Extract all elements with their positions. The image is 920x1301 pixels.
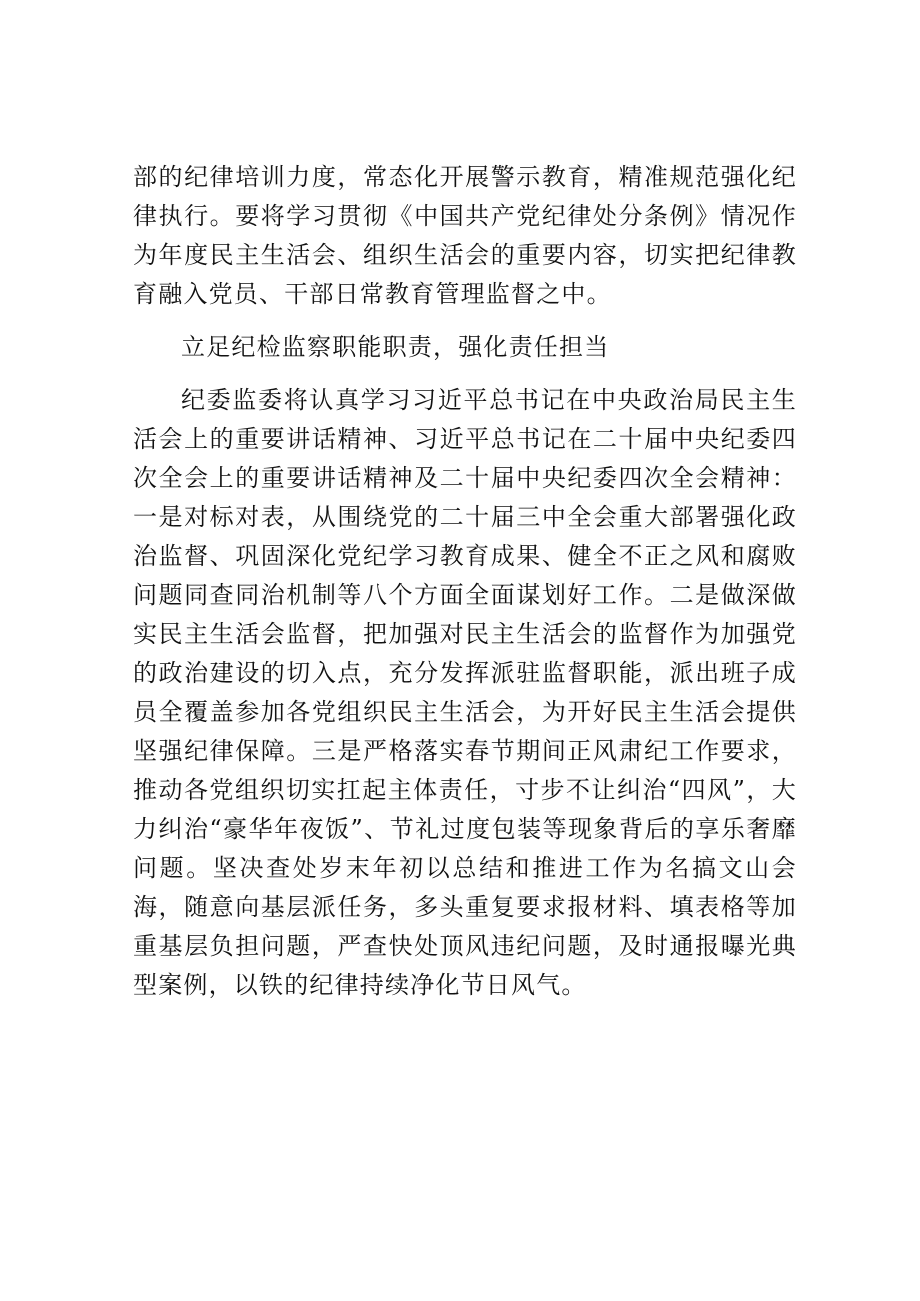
paragraph-commission-work: 纪委监委将认真学习习近平总书记在中央政治局民主生活会上的重要讲话精神、习近平总书记在二十届中央纪委四次全会上的重要讲话精神及二十届中央纪委四次全会精神：一是对标对表，从围绕党的二十届三中全会重大部署强化政治监督、巩固深化党纪学习教育成果、健全不正之风和腐败问题同查同治机制等八个方面全面谋划好工作。二是做深做实民主生活会监督，把加强对民主生活会的监督作为加强党的政治建设的切入点，充分发挥派驻监督职能，派出班子成员全覆盖参加各党组织民主生活会，为开好民主生活会提供坚强纪律保障。三是严格落实春节期间正风肃纪工作要求，推动各党组织切实扛起主体责任，寸步不让纠治“四风”，大力纠治“豪华年夜饭”、节礼过度包装等现象背后的享乐奢靡问题。坚决查处岁末年初以总结和推进工作为名搞文山会海，随意向基层派任务，多头重复要求报材料、填表格等加重基层负担问题，严查快处顶风违纪问题，及时通报曝光典型案例，以铁的纪律持续净化节日风气。 <box>133 386 797 999</box>
paragraph-discipline-training: 部的纪律培训力度，常态化开展警示教育，精准规范强化纪律执行。要将学习贯彻《中国共产党纪律处分条例》情况作为年度民主生活会、组织生活会的重要内容，切实把纪律教育融入党员、干部日常教育管理监督之中。 <box>133 163 797 308</box>
document-body <box>133 158 797 1019</box>
section-heading: 立足纪检监察职能职责，强化责任担当 <box>181 333 610 361</box>
